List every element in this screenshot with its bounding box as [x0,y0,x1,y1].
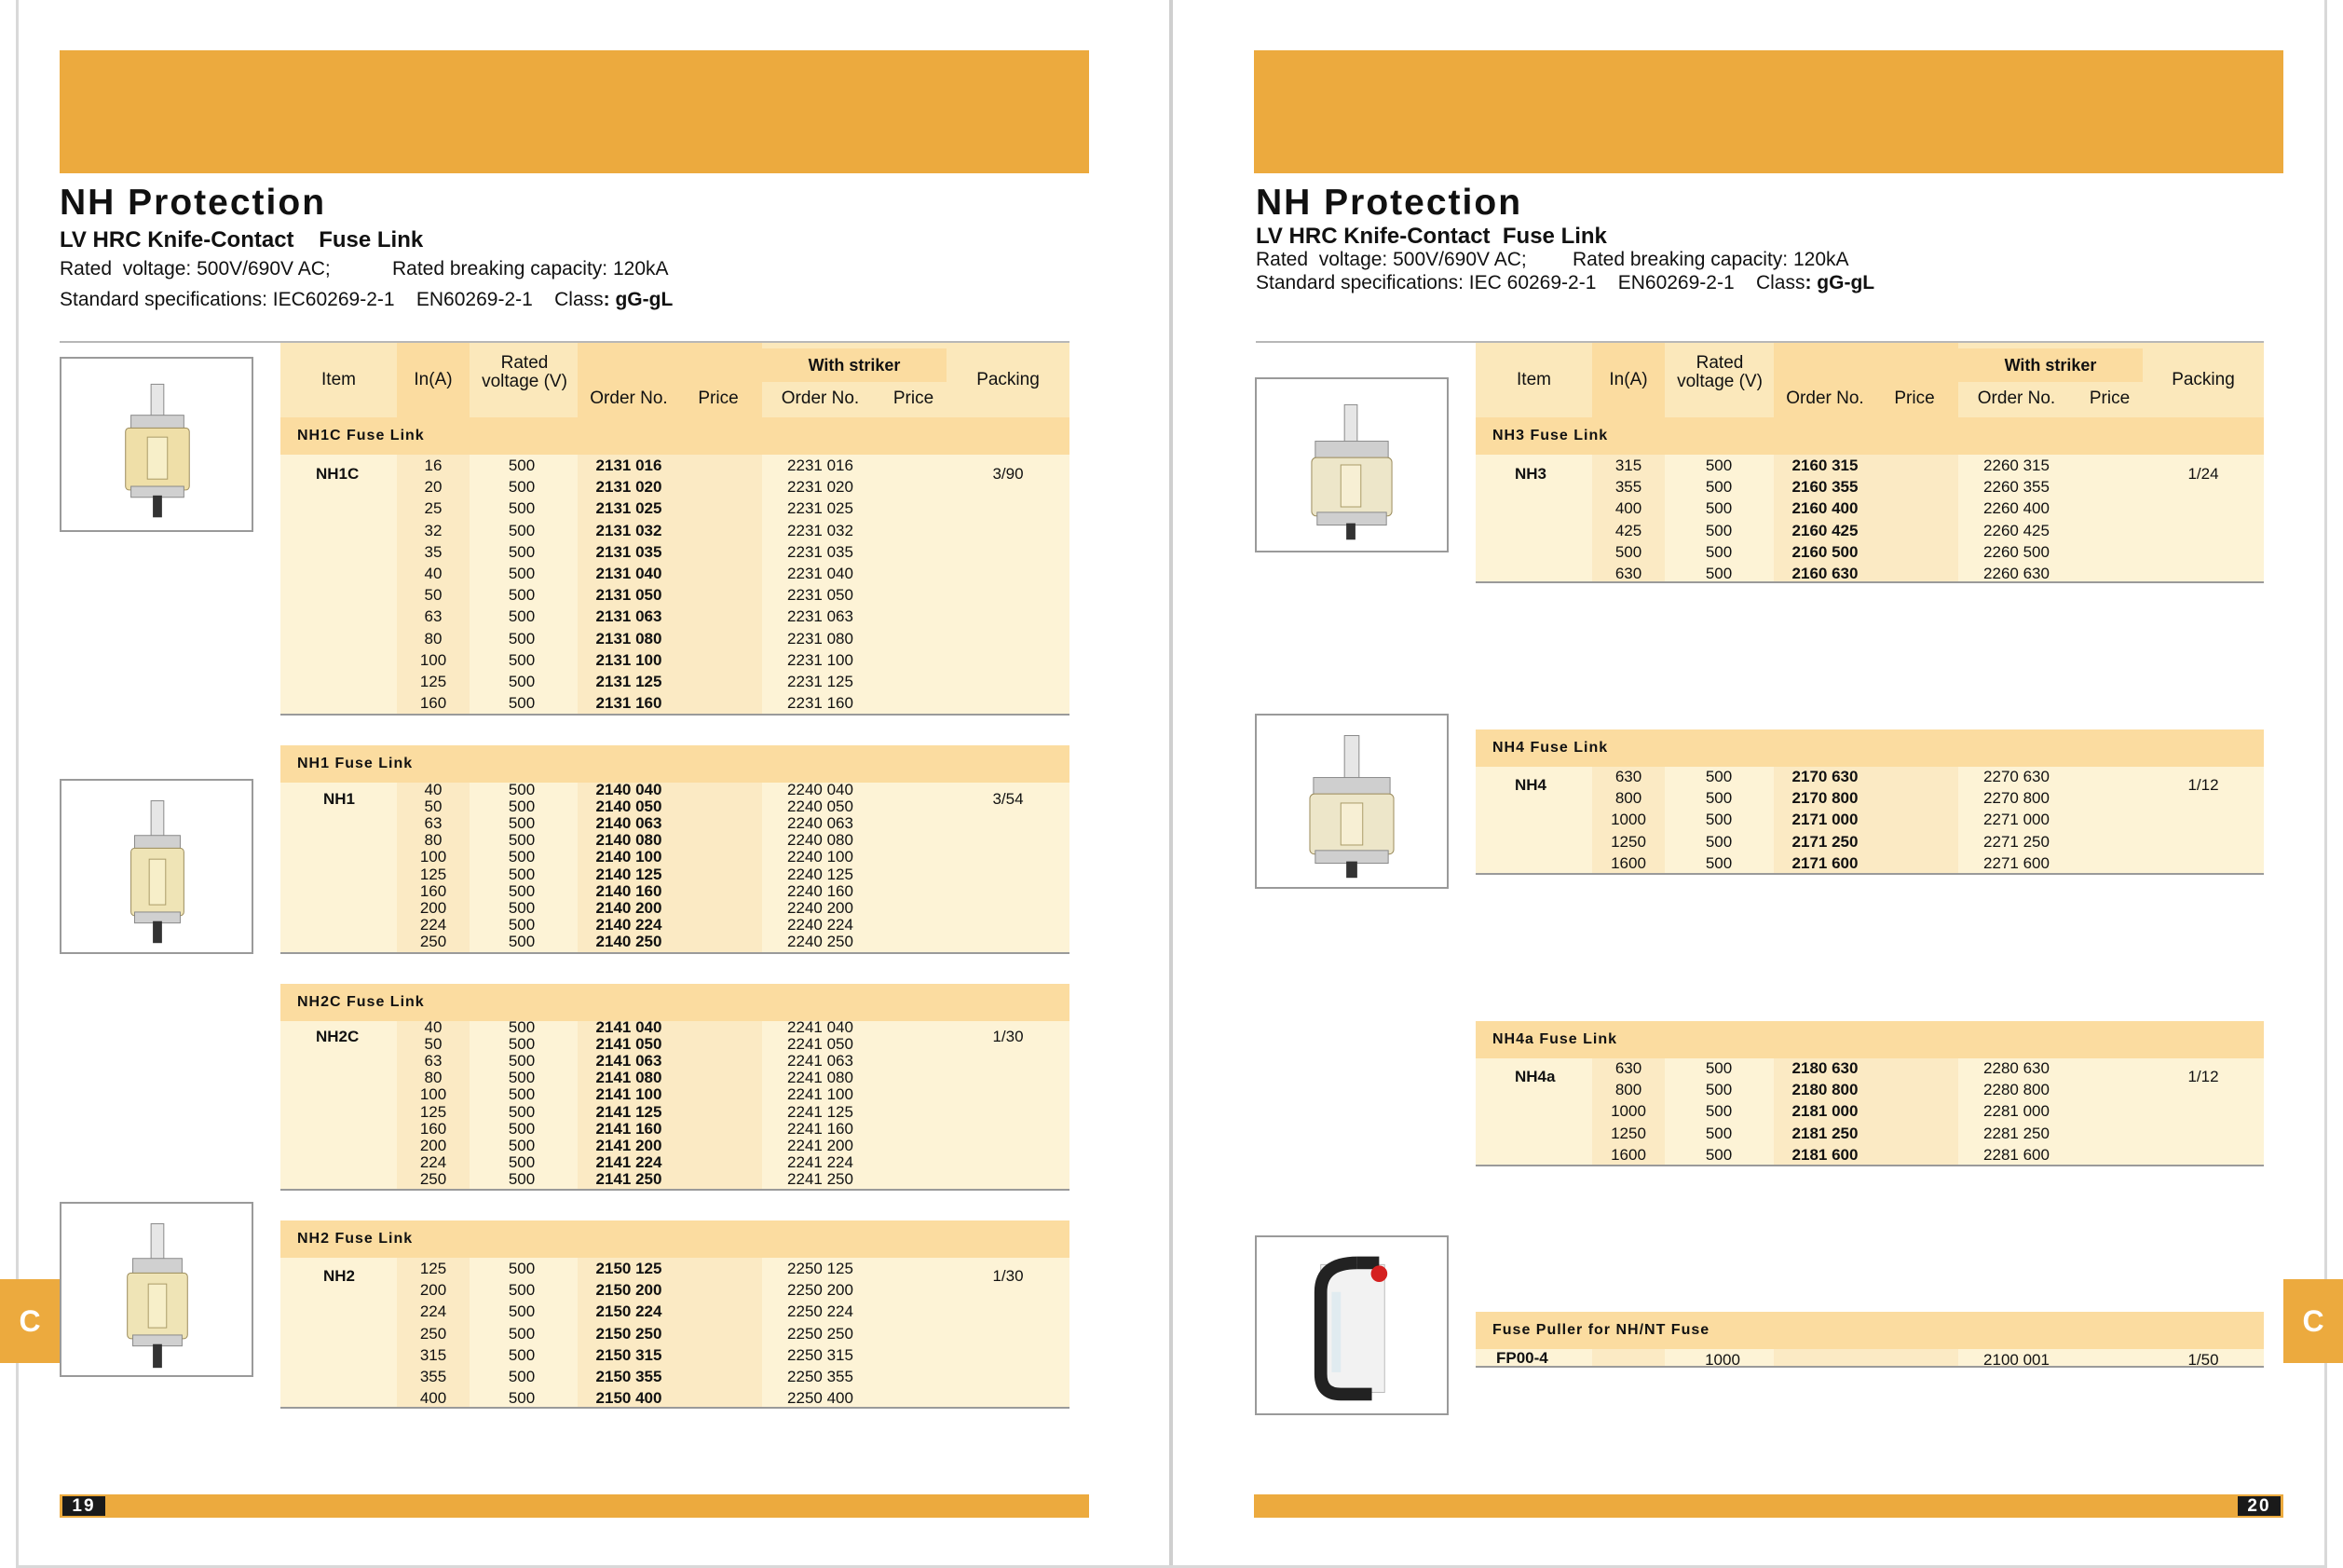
cell-striker-order-no: 2231 040 [787,565,853,582]
item-label-nh4: NH4 [1515,776,1547,794]
packing-nh2c: 1/30 [992,1028,1024,1045]
page-number: 20 [2238,1496,2281,1516]
cell-order-no: 2140 160 [595,881,662,900]
cell-order-no: 2141 125 [595,1102,662,1121]
section-header-nh3: NH3 Fuse Link [1476,417,2264,455]
item-label-nh2: NH2 [323,1267,356,1285]
cell-voltage-fp00-4: 1000 [1705,1351,1740,1369]
cell-striker-order-no: 2250 400 [787,1389,853,1408]
cell-in-a: 630 [1614,768,1642,785]
cell-voltage: 500 [508,881,536,900]
cell-in-a: 630 [1614,565,1642,582]
cell-in-a: 50 [424,1035,443,1054]
fuse-link-icon [1257,379,1447,551]
packing-nh4: 1/12 [2187,776,2219,794]
section-header-nh2: NH2 Fuse Link [280,1220,1069,1258]
cell-voltage: 500 [508,814,536,833]
cell-voltage: 500 [508,1324,536,1343]
cell-striker-order-no: 2240 125 [787,865,853,883]
header-order-no: Order No. [1786,389,1864,408]
cell-striker-order-no: 2250 125 [787,1260,853,1277]
cell-order-no: 2131 125 [595,673,662,690]
cell-striker-order-no: 2260 315 [1983,457,2050,474]
cell-order-no: 2131 080 [595,629,662,648]
cell-voltage: 500 [508,565,536,582]
cell-voltage: 500 [1705,478,1733,497]
fuse-link-image-nh1 [60,779,253,954]
fuse-puller-icon [1257,1237,1447,1413]
cell-in-a: 1250 [1611,1124,1646,1142]
cell-in-a: 35 [424,542,443,561]
section-header-nh4: NH4 Fuse Link [1476,729,2264,767]
header-rated-voltage: Rated voltage (V) [1677,353,1763,391]
cell-in-a: 250 [419,1169,447,1188]
cell-in-a: 100 [419,650,447,669]
cell-voltage: 500 [508,629,536,648]
cell-voltage: 500 [508,1260,536,1277]
cell-striker-order-no: 2231 160 [787,694,853,713]
cell-striker-order-no: 2240 250 [787,932,853,950]
cell-in-a: 224 [419,1152,447,1171]
cell-in-a: 800 [1614,1081,1642,1099]
header-with-striker: With striker [1958,348,2143,382]
cell-order-no: 2170 630 [1791,768,1859,785]
class-value: : gG-gL [1805,272,1875,293]
cell-voltage: 500 [1705,499,1733,518]
cell-striker-order-no: 2231 100 [787,650,853,669]
cell-striker-order-no: 2271 000 [1983,811,2050,829]
cell-voltage: 500 [508,650,536,669]
cell-order-no: 2141 160 [595,1119,662,1138]
cell-in-a: 630 [1614,1059,1642,1077]
cell-order-no: 2150 355 [595,1368,662,1385]
cell-in-a: 500 [1614,542,1642,561]
header-with-striker: With striker [762,348,947,382]
cell-in-a: 160 [419,881,447,900]
cell-striker-order-no: 2231 025 [787,499,853,518]
cell-striker-order-no: 2280 630 [1983,1059,2050,1077]
cell-striker-order-no: 2241 125 [787,1102,853,1121]
cell-in-a: 63 [424,607,443,626]
fuse-link-image-nh2 [60,1202,253,1377]
cell-voltage: 500 [508,1085,536,1104]
cell-order-no: 2141 224 [595,1152,662,1171]
cell-in-a: 63 [424,1052,443,1070]
cell-order-no: 2150 200 [595,1281,662,1300]
cell-striker-order-no: 2231 125 [787,673,853,690]
page-left [0,0,1169,1568]
cell-in-a: 125 [419,1102,447,1121]
cell-voltage: 500 [508,521,536,539]
cell-in-a: 200 [419,1281,447,1300]
cell-voltage: 500 [508,1345,536,1364]
cell-in-a: 1600 [1611,1145,1646,1164]
cell-voltage: 500 [508,1169,536,1188]
item-label-nh4a: NH4a [1515,1068,1556,1085]
cell-striker-order-no: 2240 224 [787,915,853,934]
footer-bar [1254,1494,2283,1518]
cell-voltage: 500 [1705,789,1733,808]
cell-in-a: 160 [419,694,447,713]
cell-voltage: 500 [1705,1059,1733,1077]
cell-in-a: 1000 [1611,811,1646,829]
cell-in-a: 80 [424,831,443,850]
cell-order-no: 2140 250 [595,932,662,950]
cell-order-no: 2131 032 [595,521,662,539]
cell-voltage: 500 [1705,457,1733,474]
page-title: NH Protection [60,183,327,223]
cell-striker-order-no: 2241 100 [787,1085,853,1104]
packing-nh4a: 1/12 [2187,1068,2219,1085]
cell-voltage: 500 [508,586,536,605]
cell-in-a: 160 [419,1119,447,1138]
cell-striker-order-no: 2231 032 [787,521,853,539]
cell-in-a: 80 [424,1069,443,1087]
section-tab: C [0,1279,60,1363]
cell-voltage: 500 [1705,1145,1733,1164]
header-packing: Packing [976,370,1040,389]
page-title: NH Protection [1256,183,1523,223]
cell-in-a: 100 [419,1085,447,1104]
cell-striker-order-no: 2250 315 [787,1345,853,1364]
fuse-link-image-nh4 [1255,714,1449,889]
rated-voltage-text: Rated voltage: 500V/690V AC; [1256,249,1527,270]
item-label-nh3: NH3 [1515,465,1547,483]
cell-order-no: 2150 400 [595,1389,662,1408]
cell-order-no: 2160 355 [1791,478,1859,497]
cell-voltage: 500 [508,1152,536,1171]
cell-in-a: 125 [419,865,447,883]
cell-order-no: 2171 250 [1791,832,1859,851]
cell-in-a: 315 [419,1345,447,1364]
cell-voltage: 500 [1705,565,1733,582]
item-label-nh1c: NH1C [316,465,360,483]
cell-order-no: 2170 800 [1791,789,1859,808]
standards-text: Standard specifications: IEC60269-2-1 EN60269-2-1 Class: gG-gL [60,289,674,310]
cell-voltage: 500 [508,673,536,690]
cell-order-no: 2131 100 [595,650,662,669]
cell-striker-order-no: 2241 050 [787,1035,853,1054]
fuse-link-icon [1257,716,1447,887]
cell-striker-order-no: 2240 200 [787,898,853,917]
cell-striker-order-no: 2231 035 [787,542,853,561]
cell-voltage: 500 [1705,542,1733,561]
packing-nh1: 3/54 [992,790,1024,808]
cell-order-no: 2141 100 [595,1085,662,1104]
cell-in-a: 25 [424,499,443,518]
cell-striker-order-no: 2281 000 [1983,1102,2050,1121]
cell-striker-order-no: 2240 100 [787,848,853,866]
cell-in-a: 125 [419,673,447,690]
cell-voltage: 500 [508,915,536,934]
cell-voltage: 500 [508,1069,536,1087]
cell-order-no: 2141 080 [595,1069,662,1087]
cell-in-a: 224 [419,915,447,934]
cell-in-a: 125 [419,1260,447,1277]
header-item: Item [321,370,356,389]
item-label-nh1: NH1 [323,790,356,808]
cell-order-no: 2150 224 [595,1302,662,1321]
cell-order-no: 2140 100 [595,848,662,866]
cell-striker-order-no: 2241 160 [787,1119,853,1138]
cell-voltage: 500 [508,457,536,474]
cell-in-a: 16 [424,457,443,474]
cell-voltage: 500 [508,1102,536,1121]
cell-voltage: 500 [508,542,536,561]
section-header-nh2c: NH2C Fuse Link [280,984,1069,1021]
cell-in-a: 1250 [1611,832,1646,851]
cell-voltage: 500 [508,694,536,713]
cell-order-no: 2141 200 [595,1136,662,1154]
page-number: 19 [62,1496,105,1516]
cell-order-no: 2140 063 [595,814,662,833]
cell-striker-order-no: 2231 050 [787,586,853,605]
cell-in-a: 80 [424,629,443,648]
section-header-nh1c: NH1C Fuse Link [280,417,1069,455]
class-value: : gG-gL [603,289,674,310]
header-price: Price [698,389,739,408]
breaking-capacity-text: Rated breaking capacity: 120kA [392,258,669,280]
cell-in-a: 355 [1614,478,1642,497]
item-label-fp00-4: FP00-4 [1496,1349,1548,1367]
packing-fp00-4: 1/50 [2187,1351,2219,1369]
cell-in-a: 355 [419,1368,447,1385]
cell-in-a: 50 [424,798,443,816]
cell-voltage: 500 [508,499,536,518]
cell-in-a: 200 [419,1136,447,1154]
cell-order-no: 2181 250 [1791,1124,1859,1142]
cell-order-no: 2140 224 [595,915,662,934]
cell-order-no: 2131 040 [595,565,662,582]
cell-voltage: 500 [508,1368,536,1385]
fuse-link-icon [61,1204,252,1375]
cell-striker-order-no: 2240 063 [787,814,853,833]
cell-voltage: 500 [1705,811,1733,829]
fuse-link-image-nh3 [1255,377,1449,552]
cell-order-no: 2150 250 [595,1324,662,1343]
cell-in-a: 800 [1614,789,1642,808]
page-subtitle: LV HRC Knife-Contact Fuse Link [60,227,424,252]
cell-in-a: 32 [424,521,443,539]
cell-in-a: 315 [1614,457,1642,474]
section-header-fuse-puller: Fuse Puller for NH/NT Fuse [1476,1312,2264,1349]
cell-voltage: 500 [508,898,536,917]
cell-order-no: 2141 063 [595,1052,662,1070]
header-packing: Packing [2172,370,2235,389]
cell-voltage: 500 [1705,1124,1733,1142]
header-in-a: In(A) [1609,370,1648,389]
header-rated-voltage: Rated voltage (V) [482,353,567,391]
standards-text: Standard specifications: IEC 60269-2-1 EN60269-2-1 Class: gG-gL [1256,272,1875,293]
cell-order-no: 2150 125 [595,1260,662,1277]
breaking-capacity-text: Rated breaking capacity: 120kA [1573,249,1849,270]
cell-striker-order-no: 2240 040 [787,781,853,798]
cell-in-a: 63 [424,814,443,833]
cell-in-a: 20 [424,478,443,497]
cell-in-a: 400 [1614,499,1642,518]
rated-voltage-text: Rated voltage: 500V/690V AC; [60,258,331,280]
cell-voltage: 500 [1705,853,1733,872]
header-in-a: In(A) [414,370,453,389]
tables-left [280,0,1069,1568]
cell-order-no: 2131 016 [595,457,662,474]
header-item: Item [1517,370,1551,389]
cell-striker-order-no: 2231 080 [787,629,853,648]
cell-order-no: 2131 035 [595,542,662,561]
cell-in-a: 40 [424,781,443,798]
cell-in-a: 400 [419,1389,447,1408]
cell-striker-order-no: 2281 600 [1983,1145,2050,1164]
section-header-nh1: NH1 Fuse Link [280,745,1069,783]
cell-order-no: 2131 160 [595,694,662,713]
cell-in-a: 200 [419,898,447,917]
cell-order-no: 2140 050 [595,798,662,816]
cell-voltage: 500 [508,781,536,798]
cell-voltage: 500 [1705,521,1733,539]
page-subtitle: LV HRC Knife-Contact Fuse Link [1256,224,1607,249]
cell-striker-order-no: 2241 200 [787,1136,853,1154]
cell-voltage: 500 [508,865,536,883]
cell-in-a: 1600 [1611,853,1646,872]
cell-striker-order-no: 2281 250 [1983,1124,2050,1142]
cell-voltage: 500 [508,848,536,866]
cell-striker-order-no: 2260 425 [1983,521,2050,539]
cell-voltage: 500 [508,1052,536,1070]
cell-striker-order-no: 2240 160 [787,881,853,900]
cell-striker-order-no: 2240 050 [787,798,853,816]
packing-nh1c: 3/90 [992,465,1024,483]
fuse-link-icon [61,781,252,952]
cell-voltage: 500 [508,798,536,816]
cell-striker-order-no: 2271 250 [1983,832,2050,851]
cell-in-a: 50 [424,586,443,605]
cell-order-no: 2160 425 [1791,521,1859,539]
cell-order-no: 2160 315 [1791,457,1859,474]
cell-in-a: 250 [419,1324,447,1343]
cell-order-no: 2131 025 [595,499,662,518]
cell-order-no: 2140 080 [595,831,662,850]
section-header-nh4a: NH4a Fuse Link [1476,1021,2264,1058]
packing-nh3: 1/24 [2187,465,2219,483]
cell-in-a: 40 [424,1018,443,1036]
cell-order-no: 2180 800 [1791,1081,1859,1099]
cell-order-no: 2141 050 [595,1035,662,1054]
cell-striker-order-no: 2270 630 [1983,768,2050,785]
tables-right [1476,0,2264,1568]
fuse-link-image-nh1c [60,357,253,532]
cell-voltage: 500 [508,831,536,850]
cell-order-no: 2160 500 [1791,542,1859,561]
cell-striker-order-no: 2250 224 [787,1302,853,1321]
cell-order-no: 2180 630 [1791,1059,1859,1077]
cell-striker-order-no: 2250 200 [787,1281,853,1300]
item-label-nh2c: NH2C [316,1028,360,1045]
header-order-no: Order No. [590,389,668,408]
cell-order-no: 2141 040 [595,1018,662,1036]
cell-order-no: 2131 063 [595,607,662,626]
packing-nh2: 1/30 [992,1267,1024,1285]
cell-striker-order-no-fp00-4: 2100 001 [1983,1351,2050,1369]
cell-order-no: 2181 600 [1791,1145,1859,1164]
cell-voltage: 500 [508,1018,536,1036]
cell-striker-order-no: 2241 063 [787,1052,853,1070]
fuse-link-icon [61,359,252,530]
cell-order-no: 2150 315 [595,1345,662,1364]
cell-striker-order-no: 2241 250 [787,1169,853,1188]
cell-order-no: 2140 040 [595,781,662,798]
cell-striker-order-no: 2231 063 [787,607,853,626]
section-tab: C [2283,1279,2343,1363]
header-striker-price: Price [2089,389,2131,408]
page-right [1173,0,2343,1568]
cell-in-a: 224 [419,1302,447,1321]
cell-voltage: 500 [508,1119,536,1138]
cell-voltage: 500 [508,1281,536,1300]
cell-striker-order-no: 2260 500 [1983,542,2050,561]
cell-voltage: 500 [508,1035,536,1054]
cell-voltage: 500 [1705,1102,1733,1121]
cell-striker-order-no: 2240 080 [787,831,853,850]
cell-voltage: 500 [508,478,536,497]
cell-order-no: 2131 050 [595,586,662,605]
cell-in-a: 40 [424,565,443,582]
header-striker-order-no: Order No. [781,389,860,408]
cell-voltage: 500 [508,1302,536,1321]
cell-order-no: 2160 400 [1791,499,1859,518]
cell-striker-order-no: 2231 016 [787,457,853,474]
cell-in-a: 1000 [1611,1102,1646,1121]
cell-voltage: 500 [1705,768,1733,785]
cell-voltage: 500 [1705,832,1733,851]
cell-in-a: 425 [1614,521,1642,539]
cell-voltage: 500 [508,932,536,950]
cell-order-no: 2181 000 [1791,1102,1859,1121]
cell-striker-order-no: 2250 355 [787,1368,853,1385]
cell-striker-order-no: 2271 600 [1983,853,2050,872]
header-striker-price: Price [892,389,934,408]
fuse-puller-image [1255,1235,1449,1415]
cell-striker-order-no: 2260 355 [1983,478,2050,497]
cell-striker-order-no: 2260 400 [1983,499,2050,518]
cell-striker-order-no: 2270 800 [1983,789,2050,808]
cell-in-a: 250 [419,932,447,950]
cell-striker-order-no: 2241 040 [787,1018,853,1036]
cell-voltage: 500 [508,1136,536,1154]
cell-order-no: 2141 250 [595,1169,662,1188]
cell-order-no: 2160 630 [1791,565,1859,582]
cell-striker-order-no: 2280 800 [1983,1081,2050,1099]
cell-order-no: 2131 020 [595,478,662,497]
cell-order-no: 2140 125 [595,865,662,883]
cell-voltage: 500 [508,1389,536,1408]
cell-order-no: 2140 200 [595,898,662,917]
cell-striker-order-no: 2241 224 [787,1152,853,1171]
cell-striker-order-no: 2250 250 [787,1324,853,1343]
cell-order-no: 2171 000 [1791,811,1859,829]
cell-striker-order-no: 2231 020 [787,478,853,497]
cell-in-a: 100 [419,848,447,866]
header-price: Price [1894,389,1935,408]
cell-striker-order-no: 2241 080 [787,1069,853,1087]
cell-voltage: 500 [508,607,536,626]
cell-striker-order-no: 2260 630 [1983,565,2050,582]
cell-voltage: 500 [1705,1081,1733,1099]
header-striker-order-no: Order No. [1977,389,2056,408]
cell-order-no: 2171 600 [1791,853,1859,872]
footer-bar [60,1494,1089,1518]
